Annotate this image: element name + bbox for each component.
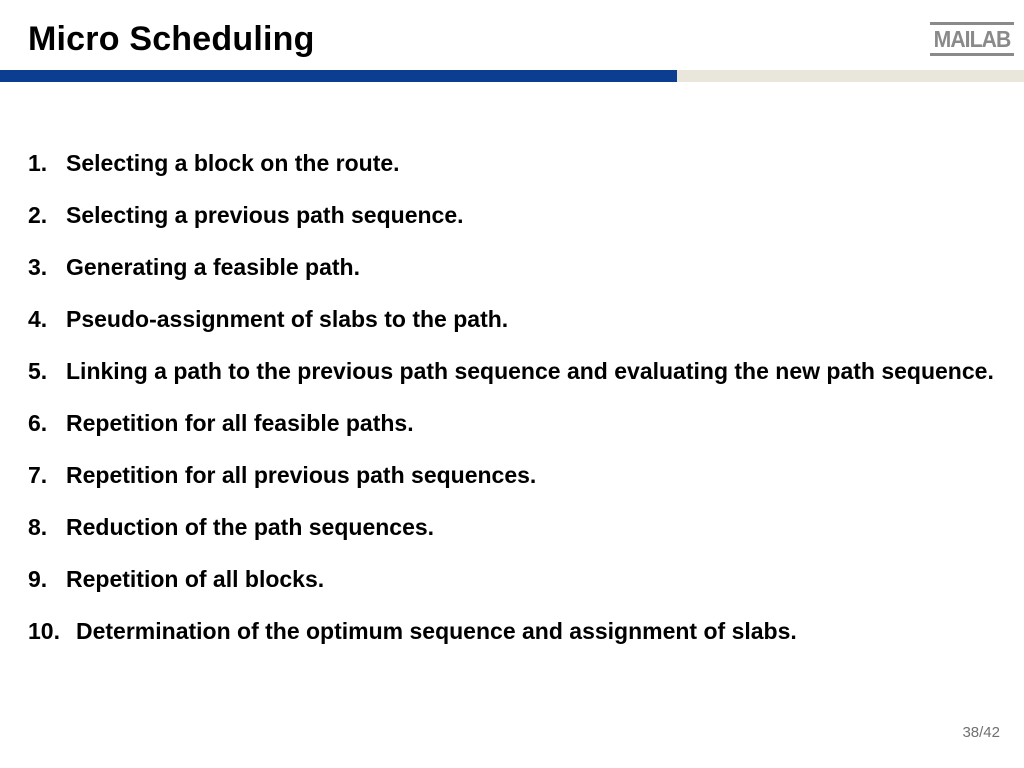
step-number: 2. xyxy=(28,202,48,228)
step-item xyxy=(28,504,996,550)
mailab-logo xyxy=(930,22,1014,56)
step-text: Repetition for all feasible paths. xyxy=(66,410,414,436)
step-text: Selecting a previous path sequence. xyxy=(66,202,464,228)
step-item xyxy=(28,192,996,238)
step-item xyxy=(28,608,996,654)
step-number: 1. xyxy=(28,150,48,176)
step-text: Repetition of all blocks. xyxy=(66,566,325,592)
step-item xyxy=(28,400,996,446)
steps-list xyxy=(28,140,996,660)
step-text: Generating a feasible path. xyxy=(66,254,360,280)
step-item xyxy=(28,244,996,290)
step-number: 5. xyxy=(28,358,48,384)
step-number: 6. xyxy=(28,410,48,436)
step-number: 3. xyxy=(28,254,48,280)
step-number: 8. xyxy=(28,514,48,540)
step-text: Repetition for all previous path sequences. xyxy=(66,462,537,488)
logo-bottom-bar xyxy=(930,53,1014,56)
step-item xyxy=(28,140,996,186)
page-number: 38/42 xyxy=(962,724,1000,741)
header-rule-blue xyxy=(0,70,677,82)
step-number: 9. xyxy=(28,566,48,592)
logo-text: MAILAB xyxy=(933,26,1011,52)
step-number: 7. xyxy=(28,462,48,488)
step-item xyxy=(28,452,996,498)
step-text: Determination of the optimum sequence and assignment of slabs. xyxy=(76,618,797,644)
step-number: 10. xyxy=(28,618,60,644)
step-item xyxy=(28,556,996,602)
logo-top-bar xyxy=(930,22,1014,25)
header-rule-beige xyxy=(677,70,1024,82)
step-text: Linking a path to the previous path sequence and evaluating the new path sequence. xyxy=(66,358,994,384)
step-number: 4. xyxy=(28,306,48,332)
step-text: Pseudo-assignment of slabs to the path. xyxy=(66,306,509,332)
step-text: Reduction of the path sequences. xyxy=(66,514,435,540)
step-item xyxy=(28,348,996,394)
slide-title: Micro Scheduling xyxy=(28,20,315,58)
step-item xyxy=(28,296,996,342)
step-text: Selecting a block on the route. xyxy=(66,150,400,176)
